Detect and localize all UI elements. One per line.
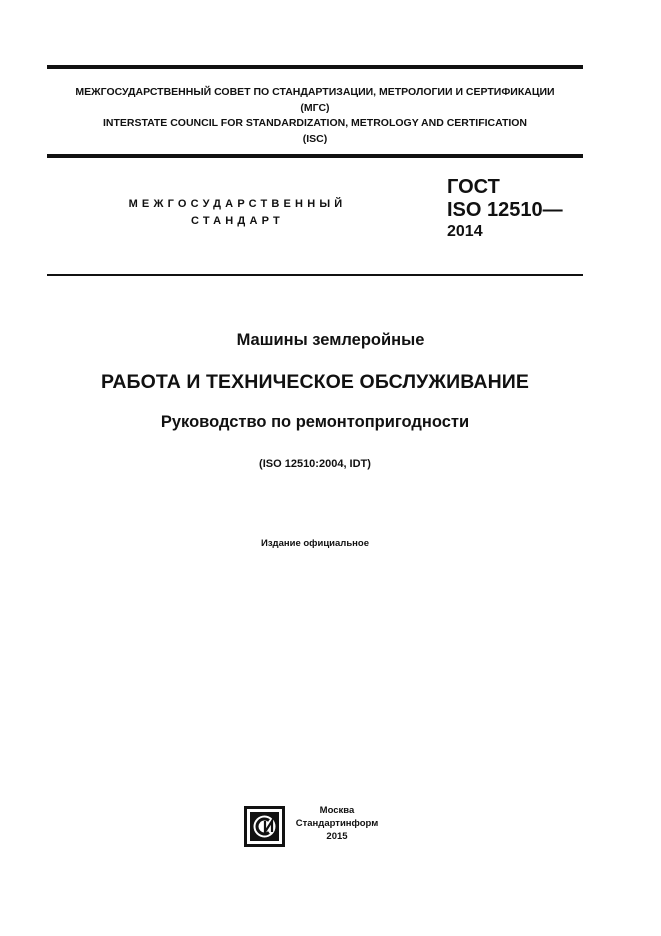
standard-type-line2: СТАНДАРТ — [191, 215, 284, 227]
designation-number: ISO 12510— — [447, 199, 563, 221]
edition-note: Издание официальное — [261, 538, 369, 549]
title-subtitle-1: РАБОТА И ТЕХНИЧЕСКОЕ ОБСЛУЖИВАНИЕ — [100, 371, 530, 393]
council-name-en: INTERSTATE COUNCIL FOR STANDARDIZATION, METROLOGY AND CERTIFICATION — [102, 117, 528, 129]
publisher-year: 2015 — [326, 831, 348, 842]
standard-designation — [447, 176, 563, 242]
publisher-name: Стандартинформ — [295, 818, 379, 829]
title-subtitle-2: Руководство по ремонтопригодности — [160, 413, 470, 431]
standartinform-logo-icon — [244, 806, 285, 847]
council-name-ru: МЕЖГОСУДАРСТВЕННЫЙ СОВЕТ ПО СТАНДАРТИЗАЦИИ, МЕТРОЛОГИИ И СЕРТИФИКАЦИИ — [75, 86, 555, 98]
title-main: Машины землеройные — [236, 331, 425, 349]
designation-prefix: ГОСТ — [447, 176, 500, 198]
council-abbr-ru: (МГС) — [300, 101, 330, 114]
council-header — [47, 85, 583, 147]
top-rule — [47, 65, 583, 69]
standard-type-line1: МЕЖГОСУДАРСТВЕННЫЙ — [128, 198, 347, 210]
council-abbr-en: (ISC) — [302, 132, 328, 145]
iso-reference: (ISO 12510:2004, IDT) — [259, 458, 371, 470]
bottom-rule — [47, 274, 583, 276]
publisher-city: Москва — [319, 805, 355, 816]
standard-type-label — [85, 196, 390, 230]
publisher-block — [292, 804, 382, 843]
designation-year: 2014 — [447, 223, 483, 240]
middle-rule — [47, 154, 583, 158]
